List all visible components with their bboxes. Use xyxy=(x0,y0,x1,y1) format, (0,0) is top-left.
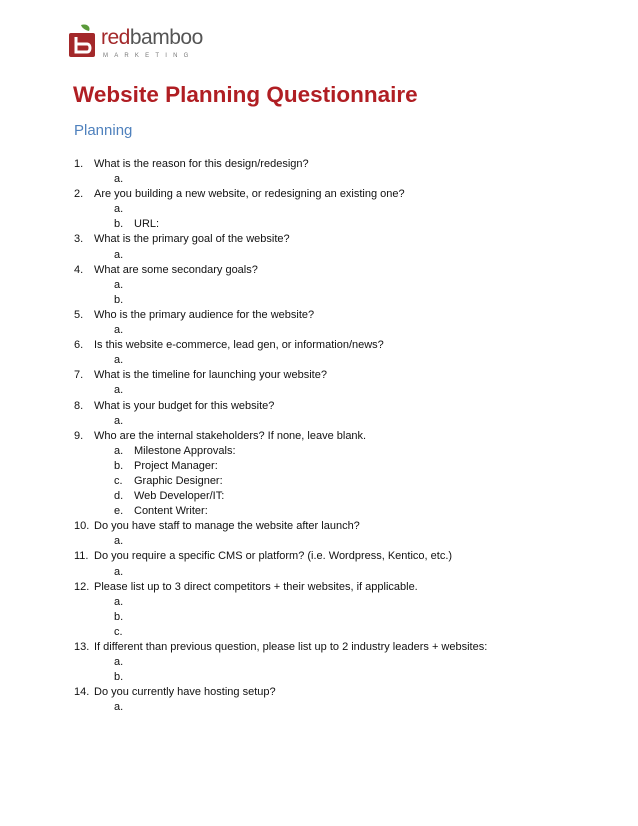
logo-wordmark xyxy=(101,26,203,50)
answer-text xyxy=(134,626,137,638)
question-item xyxy=(74,232,594,262)
answer-text xyxy=(134,566,137,578)
question-number: 8. xyxy=(74,399,84,412)
document-title: Website Planning Questionnaire xyxy=(73,82,418,107)
question-text: Please list up to 3 direct competitors + their websites, if applicable. xyxy=(94,580,418,593)
answer-text: URL: xyxy=(134,218,160,231)
answer-list xyxy=(94,248,594,263)
answer-list xyxy=(94,534,594,549)
answer-letter: c. xyxy=(114,625,123,638)
answer-letter: a. xyxy=(114,278,124,291)
answer-text xyxy=(134,596,137,608)
question-number: 6. xyxy=(74,339,84,352)
answer-item xyxy=(94,670,594,685)
answer-text xyxy=(134,294,137,306)
question-item xyxy=(74,640,594,685)
question-item xyxy=(74,549,594,579)
answer-text: Project Manager: xyxy=(134,459,218,472)
question-text: What is the timeline for launching your website? xyxy=(94,369,327,382)
answer-letter: d. xyxy=(114,490,124,503)
question-text: Do you have staff to manage the website after launch? xyxy=(94,520,360,533)
question-number: 9. xyxy=(74,429,84,442)
answer-letter: a. xyxy=(114,384,124,397)
answer-text xyxy=(134,415,137,427)
answer-letter: a. xyxy=(114,354,124,367)
answer-item xyxy=(94,595,594,610)
answer-item xyxy=(94,610,594,625)
answer-list xyxy=(94,444,594,519)
answer-letter: a. xyxy=(114,565,124,578)
answer-item xyxy=(94,172,594,187)
answer-text xyxy=(134,656,137,668)
answer-item xyxy=(94,293,594,308)
answer-letter: a. xyxy=(114,656,124,669)
answer-item xyxy=(94,474,594,489)
answer-letter: b. xyxy=(114,293,124,306)
question-number: 12. xyxy=(74,580,90,593)
question-item xyxy=(74,157,594,187)
answer-text xyxy=(134,249,137,261)
answer-text xyxy=(134,701,137,713)
question-item xyxy=(74,580,594,640)
answer-list xyxy=(94,172,594,187)
answer-list xyxy=(94,278,594,308)
question-text: What are some secondary goals? xyxy=(94,263,258,276)
answer-letter: b. xyxy=(114,218,124,231)
answer-letter: a. xyxy=(114,701,124,714)
answer-letter: b. xyxy=(114,610,124,623)
answer-list xyxy=(94,565,594,580)
answer-item xyxy=(94,444,594,459)
answer-item xyxy=(94,217,594,232)
answer-text: Graphic Designer: xyxy=(134,474,223,487)
question-item xyxy=(74,399,594,429)
answer-text xyxy=(134,279,137,291)
answer-list xyxy=(94,655,594,685)
answer-item xyxy=(94,489,594,504)
question-item xyxy=(74,368,594,398)
question-number: 1. xyxy=(74,158,84,170)
question-text: Do you require a specific CMS or platform? (i.e. Wordpress, Kentico, etc.) xyxy=(94,550,453,563)
question-text: If different than previous question, please list up to 2 industry leaders + websites: xyxy=(94,641,488,653)
answer-item xyxy=(94,202,594,217)
answer-item xyxy=(94,534,594,549)
question-item xyxy=(74,338,594,368)
question-item xyxy=(74,308,594,338)
answer-text: Content Writer: xyxy=(134,505,208,518)
answer-letter: a. xyxy=(114,173,124,186)
question-text: What is the reason for this design/redesign? xyxy=(94,158,309,170)
question-number: 13. xyxy=(74,641,90,653)
answer-item xyxy=(94,565,594,580)
answer-list xyxy=(94,414,594,429)
answer-item xyxy=(94,278,594,293)
answer-item xyxy=(94,700,594,715)
question-list xyxy=(74,157,594,715)
answer-item xyxy=(94,504,594,519)
question-number: 10. xyxy=(74,520,90,533)
answer-item xyxy=(94,248,594,263)
answer-text: Web Developer/IT: xyxy=(134,490,225,503)
answer-item xyxy=(94,323,594,338)
question-number: 3. xyxy=(74,233,84,246)
answer-text xyxy=(134,203,137,215)
answer-letter: b. xyxy=(114,671,124,684)
question-item xyxy=(74,429,594,520)
question-item xyxy=(74,263,594,308)
answer-item xyxy=(94,655,594,670)
question-number: 5. xyxy=(74,308,84,321)
answer-letter: e. xyxy=(114,505,124,518)
answer-text xyxy=(134,384,137,396)
question-text: Who is the primary audience for the website? xyxy=(94,308,315,321)
answer-list xyxy=(94,353,594,368)
question-text: What is your budget for this website? xyxy=(94,399,275,412)
answer-list xyxy=(94,700,594,715)
logo-word-dark: bamboo xyxy=(129,26,203,49)
bamboo-logo-icon xyxy=(67,23,97,59)
answer-list xyxy=(94,323,594,338)
section-heading: Planning xyxy=(74,122,133,139)
answer-letter: a. xyxy=(114,595,124,608)
question-number: 4. xyxy=(74,263,84,276)
question-text: What is the primary goal of the website? xyxy=(94,233,290,246)
answer-item xyxy=(94,625,594,640)
answer-letter: a. xyxy=(114,203,124,216)
question-number: 7. xyxy=(74,369,84,382)
question-number: 14. xyxy=(74,686,90,699)
answer-letter: a. xyxy=(114,248,124,261)
redbamboo-logo xyxy=(67,20,207,64)
answer-text xyxy=(134,671,137,683)
question-item xyxy=(74,685,594,715)
answer-letter: b. xyxy=(114,459,124,472)
answer-item xyxy=(94,414,594,429)
answer-list xyxy=(94,383,594,398)
answer-text xyxy=(134,324,137,336)
answer-text xyxy=(134,535,137,547)
question-item xyxy=(74,187,594,232)
answer-letter: a. xyxy=(114,444,124,457)
answer-letter: c. xyxy=(114,474,123,487)
answer-item xyxy=(94,459,594,474)
answer-text xyxy=(134,173,137,185)
question-number: 2. xyxy=(74,188,84,201)
logo-subtitle: MARKETING xyxy=(103,53,195,59)
answer-text xyxy=(134,611,137,623)
answer-list xyxy=(94,202,594,232)
answer-list xyxy=(94,595,594,640)
answer-text xyxy=(134,354,137,366)
answer-text: Milestone Approvals: xyxy=(134,444,236,457)
question-text: Are you building a new website, or redesigning an existing one? xyxy=(94,188,405,201)
answer-letter: a. xyxy=(114,535,124,548)
question-item xyxy=(74,519,594,549)
answer-item xyxy=(94,383,594,398)
question-text: Do you currently have hosting setup? xyxy=(94,686,276,699)
logo-word-red: red xyxy=(101,26,130,49)
question-text: Is this website e-commerce, lead gen, or information/news? xyxy=(94,339,384,352)
answer-item xyxy=(94,353,594,368)
answer-letter: a. xyxy=(114,324,124,337)
answer-letter: a. xyxy=(114,414,124,427)
question-text: Who are the internal stakeholders? If none, leave blank. xyxy=(94,429,367,442)
question-number: 11. xyxy=(74,550,89,563)
